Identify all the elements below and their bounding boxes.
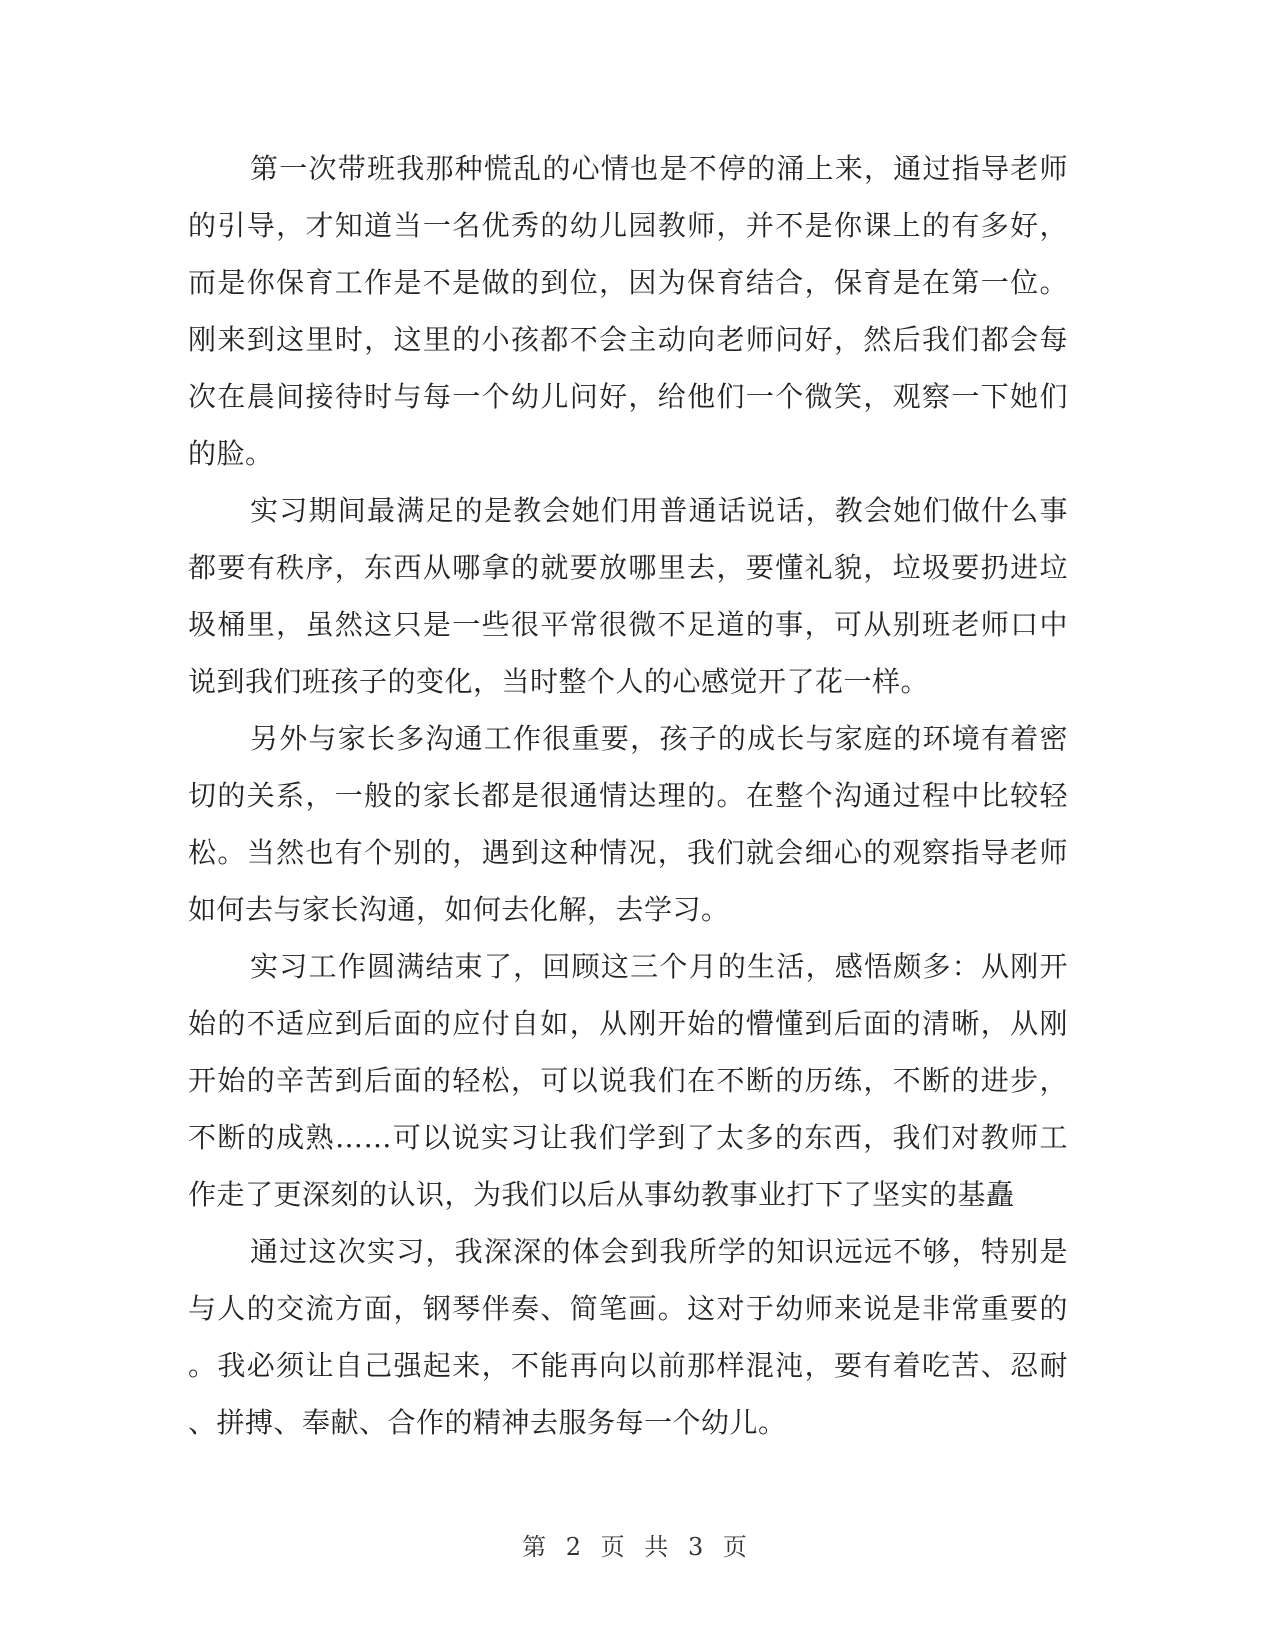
text-line: 与人的交流方面，钢琴伴奏、简笔画。这对于幼师来说是非常重要的 [188,1292,1068,1325]
text-line: 而是你保育工作是不是做的到位，因为保育结合，保育是在第一位。 [188,266,1068,299]
text-line: 刚来到这里时，这里的小孩都不会主动向老师问好，然后我们都会每 [188,323,1068,356]
text-line: 说到我们班孩子的变化，当时整个人的心感觉开了花一样。 [188,665,930,698]
paragraph-2 [188,482,1068,710]
page-number-footer: 第 2 页 共 3 页 [522,1533,753,1561]
paragraph-1 [188,140,1068,482]
text-line: 开始的辛苦到后面的轻松，可以说我们在不断的历练，不断的进步， [188,1064,1068,1097]
text-line: 、拼搏、奉献、合作的精神去服务每一个幼儿。 [188,1406,787,1439]
text-line: 实习期间最满足的是教会她们用普通话说话，教会她们做什么事 [250,494,1068,527]
text-line: 。我必须让自己强起来，不能再向以前那样混沌，要有着吃苦、忍耐 [188,1349,1068,1382]
text-line: 作走了更深刻的认识，为我们以后从事幼教事业打下了坚实的基矗 [188,1178,1015,1211]
text-line: 都要有秩序，东西从哪拿的就要放哪里去，要懂礼貌，垃圾要扔进垃 [188,551,1068,584]
text-line: 另外与家长多沟通工作很重要，孩子的成长与家庭的环境有着密 [250,722,1068,755]
text-line: 第一次带班我那种慌乱的心情也是不停的涌上来，通过指导老师 [250,152,1068,185]
text-line: 通过这次实习，我深深的体会到我所学的知识远远不够，特别是 [250,1235,1068,1268]
paragraph-3 [188,710,1068,938]
text-line: 的脸。 [188,437,274,470]
text-line: 的引导，才知道当一名优秀的幼儿园教师，并不是你课上的有多好， [188,209,1068,242]
text-line: 实习工作圆满结束了，回顾这三个月的生活，感悟颇多：从刚开 [250,950,1068,983]
text-line: 切的关系，一般的家长都是很通情达理的。在整个沟通过程中比较轻 [188,779,1068,812]
text-line: 如何去与家长沟通，如何去化解，去学习。 [188,893,730,926]
paragraph-4 [188,938,1068,1223]
text-line: 松。当然也有个别的，遇到这种情况，我们就会细心的观察指导老师 [188,836,1068,869]
text-line: 圾桶里，虽然这只是一些很平常很微不足道的事，可从别班老师口中 [188,608,1068,641]
paragraph-5 [188,1223,1068,1451]
text-line: 始的不适应到后面的应付自如，从刚开始的懵懂到后面的清晰，从刚 [188,1007,1068,1040]
document-body [188,140,1068,1451]
text-line: 不断的成熟……可以说实习让我们学到了太多的东西，我们对教师工 [188,1121,1068,1154]
text-line: 次在晨间接待时与每一个幼儿问好，给他们一个微笑，观察一下她们 [188,380,1068,413]
